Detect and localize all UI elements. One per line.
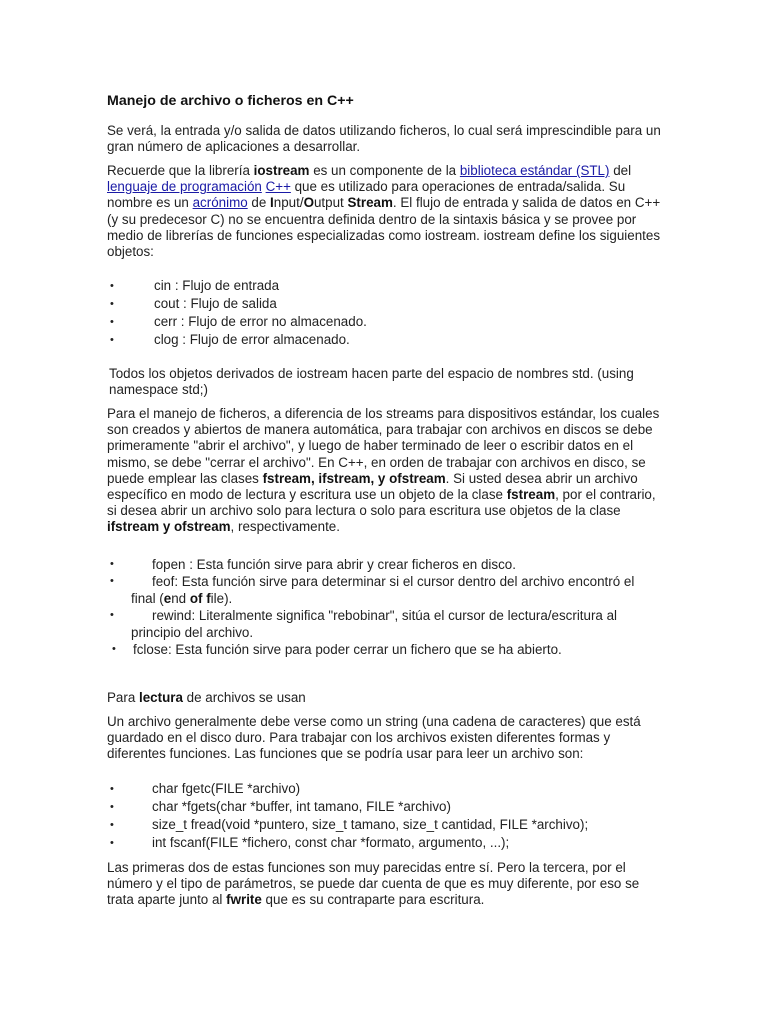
text: . Si usted desea abrir un archivo específico en modo de lectura y escritura use un objeto de la clase [107,470,638,503]
list-item [107,556,662,573]
list-item [107,780,662,798]
biblioteca-estandar-link[interactable]: biblioteca estándar (STL) [459,163,610,178]
cpp-link[interactable]: C++ [265,179,291,195]
text: Para [107,690,140,705]
list-item-text: fclose: Esta función sirve para poder cerrar un fichero que se ha abierto. [133,642,562,657]
list-item [107,313,662,331]
text: que es utilizado para operaciones de entrada/salida. Su nombre es un [107,179,626,211]
text: nd [171,591,190,606]
bold-term: fstream [506,487,556,503]
bold-letter: f [206,591,211,606]
text: de archivos se usan [182,690,306,705]
bold-letter: I [270,195,274,211]
list-item-text: cin : Flujo de entrada [154,278,280,293]
closing-paragraph [107,860,662,909]
list-item [107,641,662,658]
bullet: • [112,643,116,655]
bullet: • [110,298,114,310]
bullet: • [110,316,114,328]
bullet: • [110,609,114,621]
bullet: • [110,837,114,849]
text: Recuerde que la librería [107,163,254,178]
bold-term: iostream [253,163,310,178]
list-item-text: int fscanf(FILE *fichero, const char *formato, argumento, ...); [152,835,510,850]
lenguaje-programacion-link[interactable]: lenguaje de programación [107,179,262,195]
bullet: • [110,334,114,346]
bold-term: fstream, ifstream, y ofstream [262,470,446,486]
list-item [107,607,662,641]
list-item-text: char *fgets(char *buffer, int tamano, FILE *archivo) [152,799,451,814]
list-item [107,573,662,607]
namespace-paragraph: Todos los objetos derivados de iostream hacen parte del espacio de nombres std. (using namespace std;) [109,366,634,398]
list-item-text: fopen : Esta función sirve para abrir y crear ficheros en disco. [152,557,516,572]
text: ile). [210,591,233,606]
bold-term: Stream [347,195,393,211]
bullet: • [110,575,114,587]
text: , respectivamente. [230,519,340,535]
text: nput/ [273,195,304,211]
text: Las primeras dos de estas funciones son muy parecidas entre sí. Pero la tercera, por el número y el tipo de parámetros, se puede dar cuenta de que es muy diferente, por eso se trata aparte junto al [107,860,640,908]
bullet: • [110,801,114,813]
iostream-objects-list [107,277,662,349]
list-item [107,295,662,313]
text: final ( [131,591,164,606]
text: de [247,195,271,211]
intro-paragraph: Se verá, la entrada y/o salida de datos utilizando ficheros, lo cual será imprescindible para un gran número de aplicaciones a desarrollar. [107,123,661,155]
bullet: • [110,558,114,570]
bullet: • [110,280,114,292]
page-title: Manejo de archivo o ficheros en C++ [107,93,354,109]
acronimo-link[interactable]: acrónimo [192,195,248,211]
list-item [107,331,662,349]
bullet: • [110,783,114,795]
text: . El flujo de entrada y salida de datos en C++ (y su predecesor C) no se encuentra definida dentro de la sintaxis básica y se provee por medio de librerías de funciones especializadas como iostream. iostream define los siguientes objetos: [107,195,661,260]
list-item-text: cout : Flujo de salida [154,296,277,311]
text: , por el contrario, si desea abrir un archivo solo para lectura o solo para escritura use objetos de la clase [107,487,656,519]
list-item-text: cerr : Flujo de error no almacenado. [154,314,367,329]
bold-term: ifstream y ofstream [107,519,231,535]
list-item [107,277,662,295]
bold-term: lectura [139,690,183,705]
bullet: • [110,819,114,831]
text: Para el manejo de ficheros, a diferencia de los streams para dispositivos estándar, los cuales son creados y abiertos de manera automática, para trabajar con archivos en discos se debe primeramente "abrir el archivo", y luego de haber terminado de leer o escribir datos en el mismo, se debe "cerrar el archivo". En C++, en orden de trabajar con archivos en disco, se puede emplear las clases [107,406,660,486]
list-item-continuation [131,590,662,607]
bold-letter: O [303,195,314,211]
read-functions-list [107,780,662,852]
bold-term: fwrite [226,892,262,908]
lectura-heading-paragraph [107,690,662,706]
archivo-string-paragraph: Un archivo generalmente debe verse como un string (una cadena de caracteres) que está guardado en el disco duro. Para trabajar con los archivos existen diferentes formas y diferentes funciones. Las funciones que se podría usar para leer un archivo son: [107,714,641,762]
text: es un componente de la [309,163,460,178]
list-item-continuation: principio del archivo. [131,625,254,640]
text: que es su contraparte para escritura. [261,892,485,908]
text: utput [313,195,348,211]
text: del [609,163,632,178]
list-item-text: feof: Esta función sirve para determinar si el cursor dentro del archivo encontró el [152,574,635,589]
list-item-text: size_t fread(void *puntero, size_t tamano, size_t cantidad, FILE *archivo); [152,817,589,832]
list-item-text: rewind: Literalmente significa "rebobinar", sitúa el cursor de lectura/escritura al [152,608,618,623]
file-functions-list [107,556,662,658]
list-item [107,798,662,816]
list-item-text: clog : Flujo de error almacenado. [154,332,350,347]
bold-letter: e [163,591,172,606]
list-item [107,816,662,834]
list-item-text: char fgetc(FILE *archivo) [152,781,301,796]
bold-letter: of [189,591,203,606]
fstream-paragraph [107,406,662,536]
list-item [107,834,662,852]
iostream-paragraph [107,163,662,260]
